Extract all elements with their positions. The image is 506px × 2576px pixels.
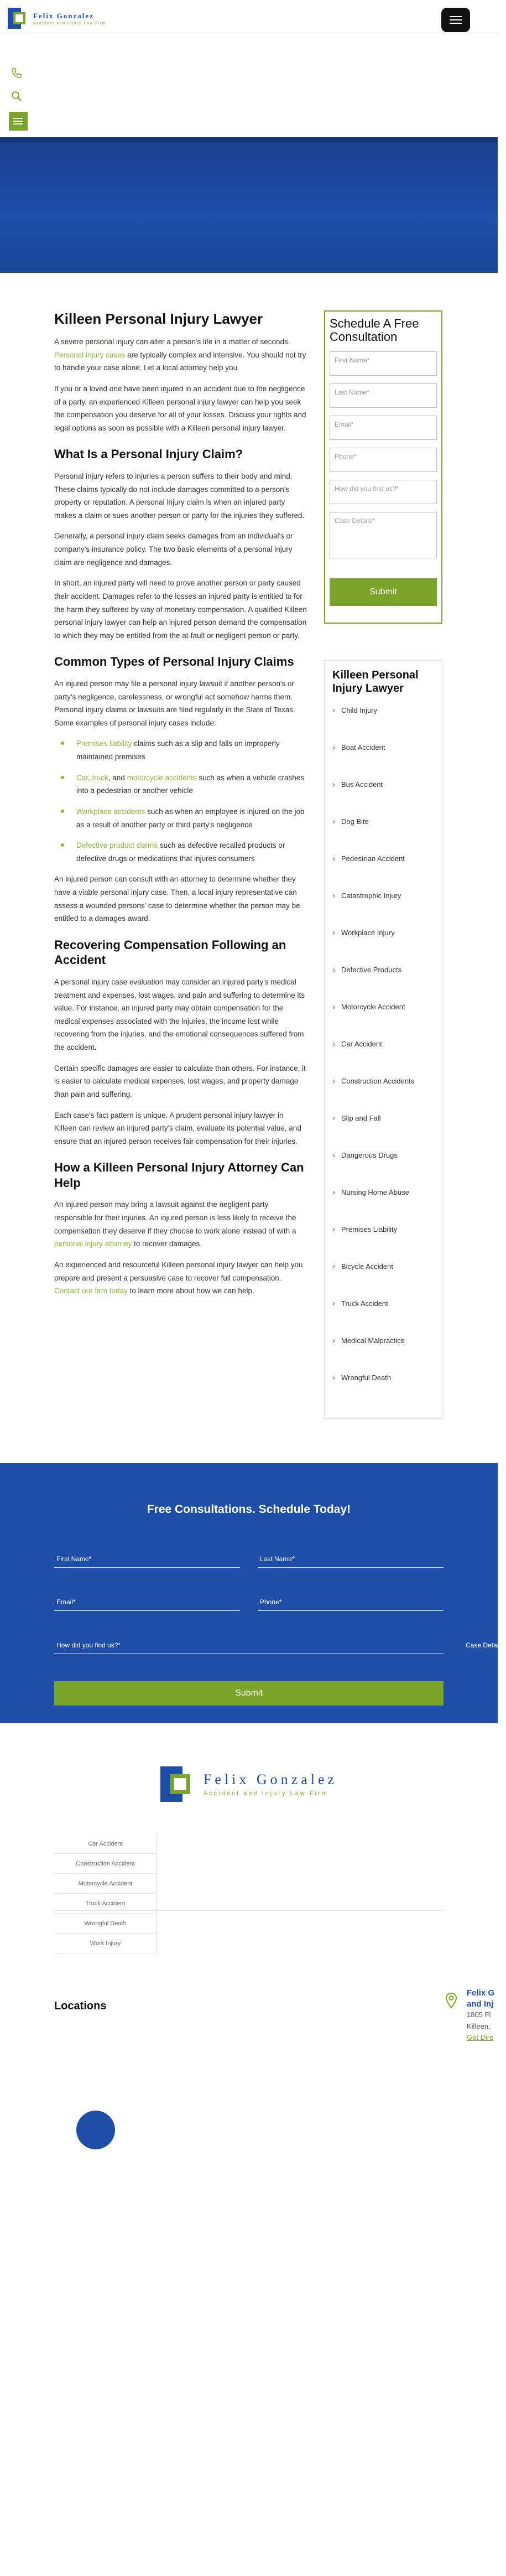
practice-area-item[interactable]: › Boat Accident [332, 743, 434, 780]
practice-area-item[interactable]: › Defective Products [332, 966, 434, 1003]
practice-area-item[interactable]: › Child Injury [332, 706, 434, 743]
site-header [0, 0, 498, 33]
locations-title: Locations [54, 2000, 107, 2012]
menu-button[interactable] [441, 8, 470, 32]
footer-link-motorcycle-accident[interactable]: Motorcycle Accident [54, 1874, 157, 1894]
practice-area-item[interactable]: › Bus Accident [332, 780, 434, 817]
practice-area-item[interactable]: › Construction Accidents [332, 1077, 434, 1114]
premises-liability-link[interactable]: Premises liability [76, 739, 132, 748]
practice-area-list [332, 706, 434, 1411]
main-section [0, 273, 498, 1419]
paragraph: In short, an injured party will need to prove another person or party caused their accident. Damages refer to the losses an injured party is entitled to for the harm they suffered by way of monetary compensation. A qualified Killeen personal injury lawyer can help an injured person demand the compensation to which they may be entitled from the at-fault or negligent person or party. [54, 579, 307, 640]
section-heading-2: Common Types of Personal Injury Claims [54, 655, 294, 669]
motorcycle-accidents-link[interactable]: motorcycle accidents [127, 773, 197, 782]
logo-tagline: Accident and Injury Law Firm [33, 21, 107, 25]
phone-field[interactable]: Phone* [330, 448, 437, 472]
consult-first-name-field[interactable]: First Name* [54, 1553, 240, 1568]
schedule-submit-button[interactable]: Submit [330, 578, 437, 606]
hamburger-icon [450, 16, 462, 17]
practice-area-item[interactable]: › Medical Malpractice [332, 1336, 434, 1373]
footer-link-construction-accident[interactable]: Construction Accident [54, 1854, 157, 1874]
consult-last-name-field[interactable]: Last Name* [258, 1553, 444, 1568]
footer-link-wrongful-death[interactable]: Wrongful Death [54, 1914, 157, 1934]
section-heading-1: What Is a Personal Injury Claim? [54, 447, 243, 462]
practice-area-item[interactable]: › Pedestrian Accident [332, 854, 434, 892]
badge-seal-icon [76, 2111, 115, 2133]
case-types-list [54, 737, 307, 865]
intro-paragraph-1: A severe personal injury can alter a person's life in a matter of seconds. Personal injury cases are typically complex and intensive. You should not try to handle your case alone. Let a local attorney help you. [54, 338, 306, 372]
footer-link-truck-accident[interactable]: Truck Accident [54, 1894, 157, 1914]
practice-area-item[interactable]: › Car Accident [332, 1040, 434, 1077]
list-item: Car, truck, and motorcycle accidents such as when a vehicle crashes into a pedestrian or another vehicle [54, 771, 307, 797]
logo-mark-icon [8, 8, 29, 29]
footer-logo-mark-icon [160, 1766, 196, 1802]
paragraph: Generally, a personal injury claim seeks damages from an individual's or company's insurance policy. The two basic elements of a personal injury claim are negligence and damages. [54, 532, 293, 567]
section-heading-3: Recovering Compensation Following an Accident [54, 937, 286, 967]
consult-how-found-field[interactable]: How did you find us?* [54, 1639, 444, 1654]
car-link[interactable]: Car [76, 773, 88, 782]
site-footer [0, 1723, 498, 2133]
paragraph: An experienced and resourceful Killeen personal injury lawyer can help you prepare and present a persuasive case to recover full compensation. Contact our firm today to learn more about how we can help. [54, 1260, 303, 1295]
list-item: Premises liability claims such as a slip and falls on improperly maintained premises [54, 737, 307, 763]
logo-text [33, 12, 106, 25]
case-details-field[interactable]: Case Details* [330, 512, 437, 558]
practice-area-item[interactable]: › Nursing Home Abuse [332, 1188, 434, 1225]
footer-logo-tagline: Accident and Injury Law Firm [203, 1790, 328, 1797]
practice-area-item[interactable]: › Wrongful Death [332, 1373, 434, 1411]
contact-firm-link[interactable]: Contact our firm today [54, 1287, 128, 1295]
consult-submit-button[interactable]: Submit [54, 1681, 444, 1706]
consult-case-details-field[interactable]: Case Details* [466, 1641, 506, 1649]
site-logo[interactable] [8, 8, 106, 29]
paragraph: Personal injury refers to injuries a person suffers to their body and mind. These claims typically do not include damages committed to a person's property or reputation. A personal injury claim is when an injured party makes a claim or sues another person or party for the injuries they suffered. [54, 471, 305, 520]
defective-product-link[interactable]: Defective product claims [76, 841, 158, 850]
list-item: Defective product claims such as defective recalled products or defective drugs or medications that injures consumers [54, 839, 307, 865]
practice-area-item[interactable]: › Truck Accident [332, 1299, 434, 1336]
hero-banner [0, 137, 498, 273]
practice-area-item[interactable]: › Premises Liability [332, 1225, 434, 1262]
practice-area-item[interactable]: › Workplace Injury [332, 929, 434, 966]
practice-areas-title: Killeen Personal Injury Lawyer [332, 669, 419, 694]
article-content [54, 310, 307, 1419]
workplace-accidents-link[interactable]: Workplace accidents [76, 807, 145, 816]
page-title: Killeen Personal Injury Lawyer [54, 310, 263, 327]
truck-link[interactable]: truck [92, 773, 108, 782]
practice-area-item[interactable]: › Bicycle Accident [332, 1262, 434, 1299]
first-name-field[interactable]: First Name* [330, 351, 437, 376]
practice-area-item[interactable]: › Catastrophic Injury [332, 892, 434, 929]
paragraph: An injured person can consult with an attorney to determine whether they have a viable personal injury case. Then, a local injury representative can assess a wounded persons' case to determine whether the person may be entitled to a damages award. [54, 875, 300, 923]
personal-injury-cases-link[interactable]: Personal injury cases [54, 350, 126, 359]
get-directions-link[interactable]: Get Dire [467, 2033, 494, 2041]
side-menu-button[interactable] [9, 112, 28, 131]
logo-name: Felix Gonzalez [33, 11, 94, 20]
paragraph: Each case's fact pattern is unique. A prudent personal injury lawyer in Killeen can review an injured party's claim, evaluate its potential value, and ensure that an injured person receives fair compensation for their injuries. [54, 1111, 301, 1146]
paragraph: An injured person may file a personal injury lawsuit if another person's or party's negligence, carelessness, or wrongful act somehow harms them. Personal injury claims or lawsuits are filed regularly in the State of Texas. Some examples of personal injury cases include: [54, 679, 295, 727]
footer-logo-name: Felix Gonzalez [203, 1771, 338, 1787]
footer-divider [54, 1910, 444, 1911]
email-field[interactable]: Email* [330, 416, 437, 440]
footer-link-car-accident[interactable]: Car Accident [54, 1834, 157, 1854]
consult-phone-field[interactable]: Phone* [258, 1596, 444, 1611]
list-item: Workplace accidents such as when an employee is injured on the job as a result of another party or third party's negligence [54, 805, 307, 831]
last-name-field[interactable]: Last Name* [330, 383, 437, 408]
schedule-form [324, 310, 442, 624]
practice-area-item[interactable]: › Slip and Fall [332, 1114, 434, 1151]
footer-logo[interactable] [0, 1766, 498, 1802]
practice-area-item[interactable]: › Motorcycle Accident [332, 1003, 434, 1040]
paragraph: A personal injury case evaluation may consider an injured party's medical treatment and expenses, lost wages, and pain and suffering to determine its value. For instance, an injured party may obtain compensation for the medical expenses associated with the injuries, the income lost while recovering from the injuries, and the emotional consequences suffered from the accident. [54, 977, 305, 1051]
practice-areas [324, 660, 442, 1419]
phone-icon[interactable] [9, 65, 24, 81]
consultation-title: Free Consultations. Schedule Today! [147, 1503, 351, 1516]
footer-link-work-injury[interactable]: Work Injury [54, 1934, 157, 1953]
paragraph: An injured person may bring a lawsuit against the negligent party responsible for their injuries. An injured person is less likely to receive the compensation they deserve if they choose to work alone instead of with a personal injury attorney to recover damages. [54, 1200, 296, 1248]
office-address: 1805 Fl Killeen, [467, 2010, 491, 2030]
how-found-field[interactable]: How did you find us?* [330, 480, 437, 504]
personal-injury-attorney-link[interactable]: personal injury attorney [54, 1240, 132, 1248]
schedule-title: Schedule A Free Consultation [330, 317, 419, 344]
practice-area-item[interactable]: › Dangerous Drugs [332, 1151, 434, 1188]
consult-email-field[interactable]: Email* [54, 1596, 240, 1611]
office-name: Felix G and Inj [467, 1988, 495, 2009]
footer-links [54, 1834, 157, 1953]
section-heading-4: How a Killeen Personal Injury Attorney Can Help [54, 1160, 304, 1190]
office-card [445, 1988, 498, 2042]
hamburger-icon [13, 118, 23, 119]
consultation-section [0, 1463, 506, 1723]
paragraph: Certain specific damages are easier to calculate than others. For instance, it is easier to calculate medical expenses, lost wages, and property damage than pain and suffering. [54, 1064, 306, 1098]
side-icons [9, 65, 28, 131]
search-icon[interactable] [9, 89, 24, 104]
practice-area-item[interactable]: › Dog Bite [332, 817, 434, 854]
sidebar [324, 310, 442, 1419]
location-pin-icon [445, 1992, 458, 2013]
intro-paragraph-2: If you or a loved one have been injured in an accident due to the negligence of a party, an experienced Killeen personal injury lawyer can help you seek the compensation you deserve for all of your losses. Discuss your rights and legal options as soon as possible with a Killeen personal injury lawyer. [54, 384, 306, 432]
